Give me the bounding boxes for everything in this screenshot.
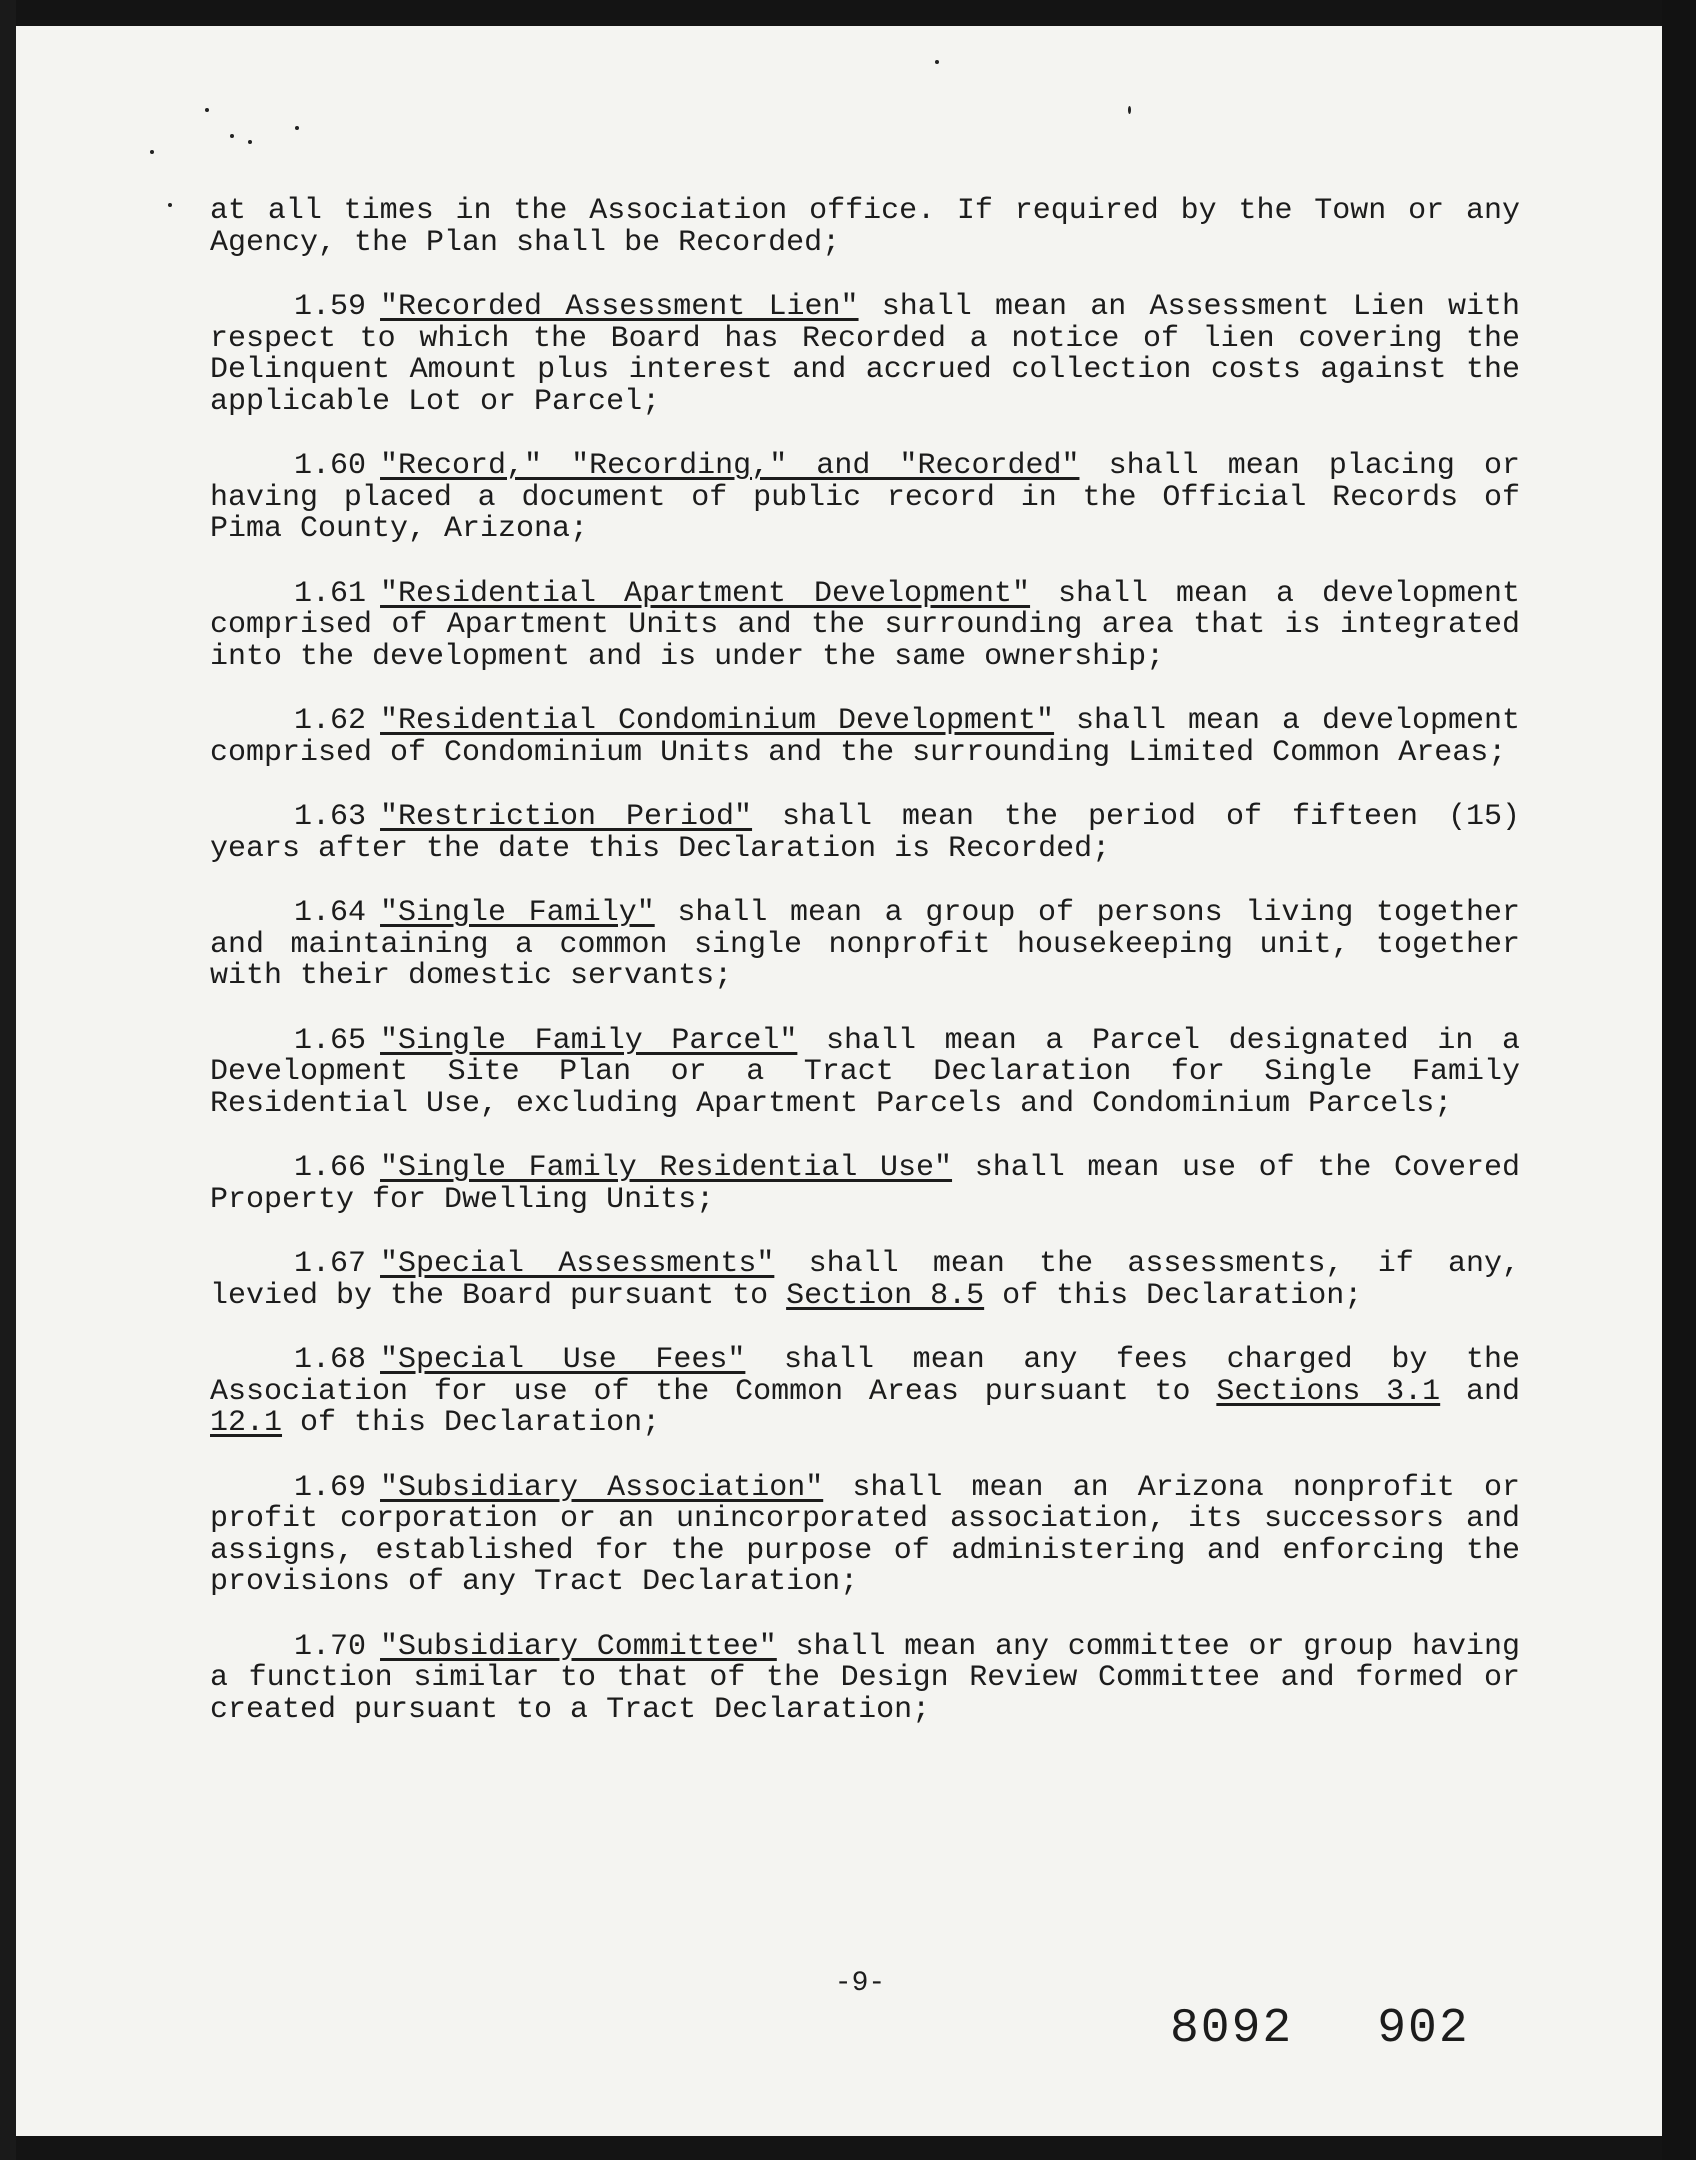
definition-number: 1.68 xyxy=(294,1343,367,1377)
defined-term: "Subsidiary Association" xyxy=(380,1470,824,1505)
definition-number: 1.66 xyxy=(294,1151,367,1185)
definition-paragraph xyxy=(210,706,1520,769)
definition-text: shall mean the assessments, if any, levied by the Board pursuant to xyxy=(210,1247,1521,1313)
defined-term: "Special Assessments" xyxy=(380,1247,775,1281)
definition-paragraph xyxy=(210,451,1520,546)
defined-term: "Single Family Residential Use" xyxy=(380,1151,953,1185)
definition-paragraph xyxy=(210,1470,1520,1599)
definition-number: 1.61 xyxy=(294,576,367,611)
defined-term: "Record," "Recording," and "Recorded" xyxy=(380,449,1080,483)
definition-paragraph xyxy=(210,898,1520,993)
definition-paragraph xyxy=(210,1629,1520,1727)
scan-speck xyxy=(248,140,252,144)
definition-number: 1.64 xyxy=(294,896,367,930)
defined-term: "Single Family" xyxy=(380,896,655,930)
definition-number: 1.65 xyxy=(294,1023,367,1058)
definition-text: shall mean a development comprised of Condominium Units and the surrounding Limited Common Areas; xyxy=(210,704,1521,770)
scan-border-right xyxy=(1662,0,1696,2160)
scan-border-bottom xyxy=(0,2136,1696,2160)
definition-paragraph xyxy=(210,292,1520,418)
intro-text: at all times in the Association office. If required by the Town or any Agency, the Plan shall be Recorded; xyxy=(210,194,1520,260)
definition-text: shall mean use of the Covered Property for Dwelling Units; xyxy=(210,1151,1520,1217)
definition-text: shall mean any committee or group having a function similar to that of the Design Review Committee and formed or created pursuant to a Tract Declaration; xyxy=(210,1629,1520,1727)
defined-term: "Residential Apartment Development" xyxy=(380,576,1031,611)
definition-number: 1.60 xyxy=(294,449,367,483)
definition-paragraph xyxy=(210,1249,1520,1312)
scan-speck xyxy=(230,134,234,138)
scan-border-top xyxy=(0,0,1696,26)
scan-speck xyxy=(168,203,172,207)
definition-number: 1.63 xyxy=(294,800,367,834)
defined-term: "Restriction Period" xyxy=(380,800,753,834)
definition-paragraph xyxy=(210,1023,1520,1121)
defined-term: "Special Use Fees" xyxy=(380,1343,746,1377)
intro-paragraph xyxy=(210,196,1520,259)
page-stamp-number: 902 xyxy=(1377,2002,1470,2056)
definition-number: 1.62 xyxy=(294,704,367,738)
defined-term: "Recorded Assessment Lien" xyxy=(380,290,859,324)
definition-text: shall mean a group of persons living together and maintaining a common single nonprofit housekeeping unit, together with their domestic servants; xyxy=(210,896,1521,993)
recording-stamp xyxy=(1170,2002,1470,2056)
definition-paragraph xyxy=(210,1153,1520,1216)
scan-speck xyxy=(205,108,209,112)
definition-text: shall mean an Assessment Lien with respect to which the Board has Recorded a notice of lien covering the Delinquent Amount plus interest and accrued collection costs against the applicable Lot or Parcel; xyxy=(210,290,1520,419)
definition-text: shall mean any fees charged by the Association for use of the Common Areas pursuant to xyxy=(210,1343,1520,1409)
definition-text: shall mean a Parcel designated in a Development Site Plan or a Tract Declaration for Single Family Residential Use, excluding Apartment Parcels and Condominium Parcels; xyxy=(210,1023,1520,1121)
definition-number: 1.59 xyxy=(294,290,367,324)
section-reference: Section 8.5 xyxy=(786,1278,985,1313)
definition-text: shall mean a development comprised of Apartment Units and the surrounding area that is integrated into the development and is under the same ownership; xyxy=(210,576,1521,674)
section-reference: 12.1 xyxy=(210,1406,283,1440)
scan-speck xyxy=(935,60,939,64)
definition-number: 1.69 xyxy=(294,1470,367,1505)
page-number: -9- xyxy=(834,1968,886,1999)
definition-text: shall mean the period of fifteen (15) years after the date this Declaration is Recorded; xyxy=(210,800,1520,866)
definition-text: of this Declaration; xyxy=(282,1406,661,1440)
scan-border-left xyxy=(0,0,16,2160)
scan-speck xyxy=(295,126,299,130)
defined-term: "Residential Condominium Development" xyxy=(380,704,1055,738)
definition-text: shall mean placing or having placed a document of public record in the Official Records of Pima County, Arizona; xyxy=(210,449,1520,546)
definition-paragraph xyxy=(210,802,1520,865)
book-number: 8092 xyxy=(1170,2002,1294,2056)
definition-number: 1.67 xyxy=(294,1247,367,1281)
section-reference: Sections 3.1 xyxy=(1216,1374,1441,1409)
scan-speck xyxy=(150,150,154,154)
definition-number: 1.70 xyxy=(294,1629,367,1664)
definition-text: of this Declaration; xyxy=(984,1278,1363,1313)
scan-speck xyxy=(1128,106,1131,114)
definition-text: shall mean an Arizona nonprofit or profit corporation or an unincorporated association, its successors and assigns, established for the purpose of administering and enforcing the provisions of any Tract Declaration; xyxy=(210,1470,1520,1599)
definition-paragraph xyxy=(210,576,1521,674)
definition-paragraph xyxy=(210,1345,1520,1440)
document-body xyxy=(210,196,1520,1759)
defined-term: "Single Family Parcel" xyxy=(380,1023,798,1058)
definition-text: and xyxy=(1440,1374,1520,1409)
defined-term: "Subsidiary Committee" xyxy=(380,1629,777,1664)
